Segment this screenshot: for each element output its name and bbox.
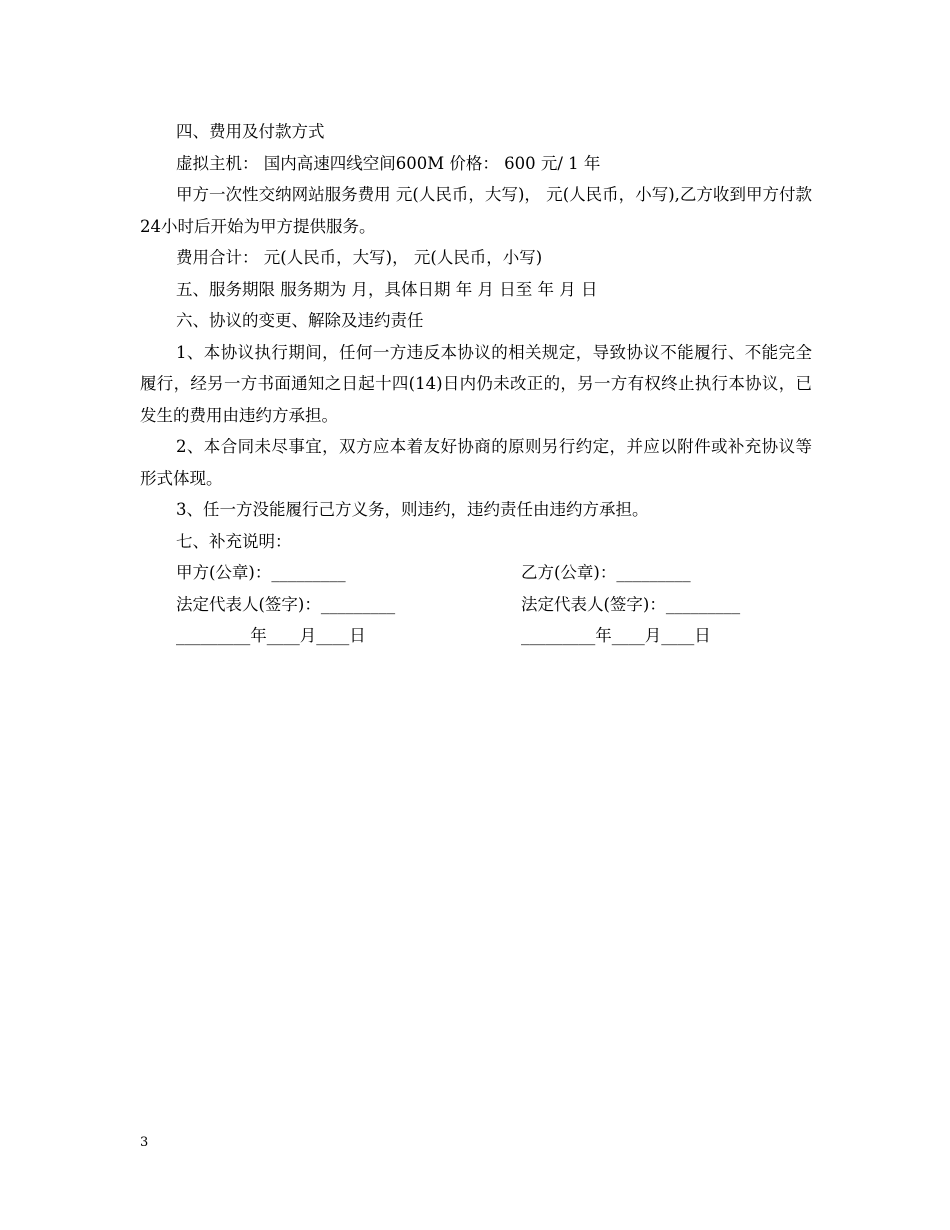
signature-row-seal (140, 557, 812, 589)
signature-row-representative (140, 589, 812, 621)
signature-row-date (140, 620, 812, 652)
section-heading-changes-liability: 六、协议的变更、解除及违约责任 (176, 311, 424, 330)
clause-2-paragraph: 2、本合同未尽事宜，双方应本着友好协商的原则另行约定，并应以附件或补充协议等形式体现。 (140, 437, 812, 488)
virtual-host-price-line: 虚拟主机： 国内高速四线空间600M 价格： 600 元/ 1 年 (176, 153, 601, 173)
document-body (140, 116, 812, 652)
section-heading-fees: 四、费用及付款方式 (176, 122, 325, 141)
party-a-date-field: _________年____月____日 (176, 626, 366, 645)
section-heading-supplementary: 七、补充说明： (176, 531, 292, 551)
page-number: 3 (140, 1135, 149, 1150)
party-b-representative-field: 法定代表人(签字)：_________ (521, 594, 741, 614)
party-a-representative-field: 法定代表人(签字)：_________ (176, 594, 396, 614)
clause-1-paragraph: 1、本协议执行期间，任何一方违反本协议的相关规定，导致协议不能履行、不能完全履行，经另一方书面通知之日起十四(14)日内仍未改正的，另一方有权终止执行本协议，已发生的费用由违约方承担。 (140, 342, 812, 425)
party-b-date-field: _________年____月____日 (521, 626, 711, 645)
party-a-seal-field: 甲方(公章)：_________ (176, 563, 346, 582)
party-b-seal-field: 乙方(公章)：_________ (521, 563, 691, 582)
clause-3-paragraph: 3、任一方没能履行己方义务，则违约，违约责任由违约方承担。 (176, 500, 649, 519)
fee-total-line: 费用合计： 元(人民币，大写)， 元(人民币，小写) (176, 248, 543, 267)
payment-terms-paragraph: 甲方一次性交纳网站服务费用 元(人民币，大写)， 元(人民币，小写),乙方收到甲方付款24小时后开始为甲方提供服务。 (140, 185, 812, 236)
section-heading-service-term: 五、服务期限 服务期为 月，具体日期 年 月 日至 年 月 日 (176, 279, 598, 299)
